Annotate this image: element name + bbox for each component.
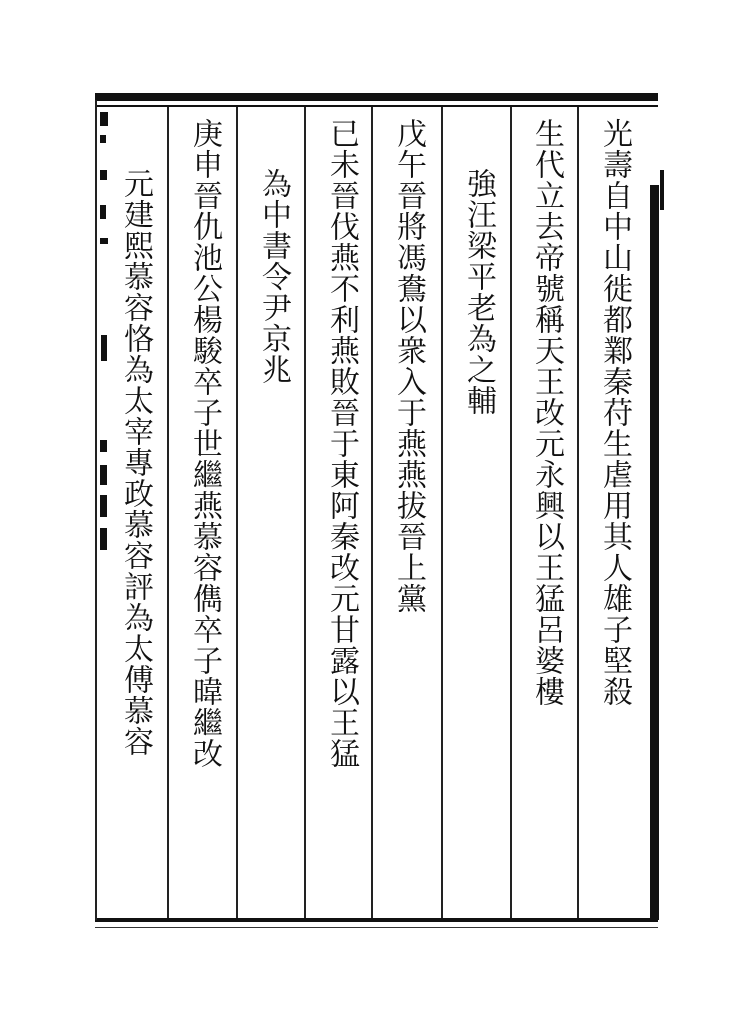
text-column-2: 生代立去帝號稱天王改元永興以王猛呂婆樓 [529,118,564,707]
column-rule [167,107,169,918]
text-column-5: 已未晉伐燕不利燕敗晉于東阿秦改元甘露以王猛 [324,118,359,769]
column-rule [304,107,306,918]
text-column-7: 庚申晉仇池公楊駿卒子世繼燕慕容儁卒子暐繼改 [187,118,222,769]
text-column-3: 強汪梁平老為之輔 [461,168,496,416]
left-border-edge [95,100,97,920]
column-rule [236,107,238,918]
column-rule [510,107,512,918]
text-column-1: 光壽自中山徙都鄴秦苻生虐用其人雄子堅殺 [597,118,632,707]
top-border-thick [95,93,658,101]
column-rule [577,107,579,918]
bottom-border-thin [95,927,658,928]
text-column-8: 元建熙慕容恪為太宰專政慕容評為太傅慕容 [118,168,153,757]
text-column-4: 戊午晉將馮鴦以衆入于燕燕拔晉上黨 [391,118,426,614]
column-rule [371,107,373,918]
left-border-fragment [100,135,106,143]
column-rule [441,107,443,918]
left-border-fragment [100,112,108,126]
top-border-thin [95,105,658,107]
right-border-fragment [660,170,664,210]
text-column-6: 為中書令尹京兆 [256,168,291,385]
right-border-bar [650,185,659,920]
bottom-border-thick [95,918,658,922]
